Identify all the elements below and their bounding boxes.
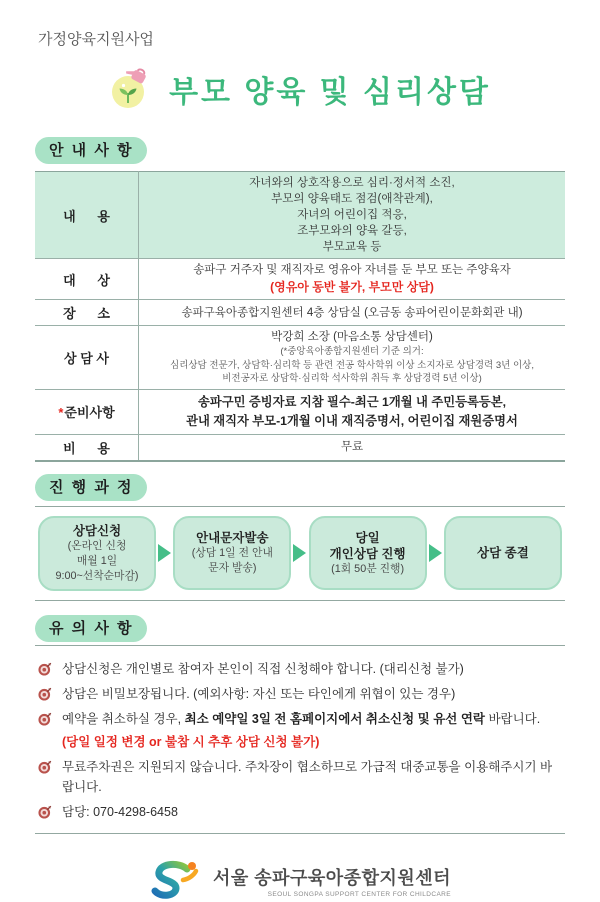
dart-target-icon (37, 759, 53, 775)
dart-target-icon (37, 711, 53, 727)
row-label: 대 상 (35, 259, 139, 300)
note-text: 예약을 취소하실 경우, 최소 예약일 3일 전 홈페이지에서 취소신청 및 유선 연락 바랍니다. (62, 711, 541, 726)
step-title: 안내문자발송 (196, 531, 269, 545)
row-label: 장 소 (35, 300, 139, 326)
step-subtext: (1회 50분 진행) (331, 562, 405, 575)
row-line: 심리상담 전문가, 상담학·심리학 등 관련 전공 학사학위 이상 소지자로 상담경력 3년 이상, (170, 359, 534, 371)
row-line: 자녀와의 상호작용으로 심리·정서적 소진, (249, 177, 455, 189)
info-heading: 안 내 사 항 (35, 137, 147, 164)
section-notes (35, 615, 565, 834)
note-item (37, 757, 563, 797)
info-table (35, 171, 565, 462)
org-text (213, 864, 451, 898)
step-subtext: (상담 1일 전 안내 (191, 547, 273, 559)
row-content (139, 259, 566, 300)
divider-line (35, 645, 565, 646)
row-line: 부모교육 등 (322, 241, 382, 253)
row-content (139, 389, 566, 434)
row-content (139, 172, 566, 259)
section-info (35, 137, 565, 462)
step-subtext: (온라인 신청 (67, 539, 127, 552)
note-text: 담당: 070-4298-6458 (62, 804, 178, 819)
note-text: 무료주차권은 지원되지 않습니다. 주차장이 협소하므로 가급적 대중교통을 이용해주시기 바랍니다. (62, 759, 553, 794)
program-label: 가정양육지원사업 (38, 31, 154, 48)
step-title: 당일 (355, 530, 380, 545)
info-table-row (35, 259, 565, 300)
page-title: 부모 양육 및 심리상담 (169, 76, 491, 109)
note-text: 상담은 비밀보장됩니다. (예외사항: 자신 또는 타인에게 위협이 있는 경우) (62, 686, 456, 701)
process-step (38, 516, 156, 591)
footer (35, 860, 565, 902)
process-step (309, 516, 427, 590)
step-title: 상담 종결 (477, 546, 529, 560)
row-label: 내 용 (35, 172, 139, 259)
row-content (139, 300, 566, 326)
note-item (37, 709, 563, 729)
notes-list (35, 652, 565, 831)
note-item (37, 659, 563, 679)
row-line: 무료 (340, 441, 364, 453)
flow-arrow-icon (158, 544, 171, 562)
divider-line (35, 833, 565, 834)
dart-target-icon (37, 804, 53, 820)
info-table-row (35, 434, 565, 461)
row-line: 송파구육아종합지원센터 4층 상담실 (오금동 송파어린이문화회관 내) (181, 306, 523, 319)
flow-arrow-icon (293, 544, 306, 562)
row-label: *준비사항 (35, 389, 139, 434)
row-line: (*중앙육아종합지원센터 기준 의거: (280, 346, 424, 357)
title-row (35, 67, 565, 111)
divider-line (35, 600, 565, 601)
note-item (37, 802, 563, 822)
info-table-row (35, 326, 565, 390)
step-subtext: 9:00~선착순마감) (55, 569, 139, 582)
org-logo (149, 860, 203, 902)
note-item (37, 684, 563, 704)
required-asterisk: * (58, 405, 64, 420)
info-table-row (35, 172, 565, 259)
notes-heading: 유 의 사 항 (35, 615, 147, 642)
row-line: 비전공자로 상담학·심리학 석사학위 취득 후 상담경력 5년 이상) (222, 373, 482, 384)
row-line: 박강희 소장 (마음소통 상담센터) (271, 331, 433, 343)
note-warning-line: (당일 일정 변경 or 불참 시 추후 상담 신청 불가) (62, 734, 320, 749)
step-subtext: 문자 발송) (208, 562, 257, 574)
row-line: 송파구민 증빙자료 지참 필수-최근 1개월 내 주민등록등본, (197, 394, 507, 409)
row-line: 조부모와의 양육 갈등, (297, 225, 407, 237)
flow-arrow-icon (429, 544, 442, 562)
row-content (139, 326, 566, 390)
org-name: 서울 송파구육아종합지원센터 (212, 867, 452, 888)
sprout-watering-can-icon (109, 67, 153, 111)
dart-target-icon (37, 686, 53, 702)
row-label: 비 용 (35, 434, 139, 461)
step-subtext: 매월 1일 (76, 554, 118, 567)
row-line: 관내 재직자 부모-1개월 이내 재직증명서, 어린이집 재원증명서 (186, 413, 518, 428)
process-flow (35, 507, 565, 600)
process-heading: 진 행 과 정 (35, 474, 147, 501)
info-table-row (35, 389, 565, 434)
dart-target-icon (37, 661, 53, 677)
row-line: 부모의 양육태도 점검(애착관계), (271, 193, 433, 205)
step-title: 상담신청 (72, 523, 122, 538)
process-step (173, 516, 291, 590)
step-title: 개인상담 진행 (329, 546, 406, 561)
org-subtitle: SEOUL SONGPA SUPPORT CENTER FOR CHILDCARE (267, 890, 452, 898)
row-line: 송파구 거주자 및 재직자로 영유아 자녀를 둔 부모 또는 주양육자 (193, 264, 511, 276)
row-line: 자녀의 어린이집 적응, (297, 209, 407, 221)
row-label: 상 담 사 (35, 326, 139, 390)
process-step (444, 516, 562, 590)
section-process (35, 474, 565, 601)
row-content (139, 434, 566, 461)
row-line: (영유아 동반 불가, 부모만 상담) (270, 280, 434, 294)
info-table-row (35, 300, 565, 326)
note-text: 상담신청은 개인별로 참여자 본인이 직접 신청해야 합니다. (대리신청 불가) (62, 661, 464, 676)
